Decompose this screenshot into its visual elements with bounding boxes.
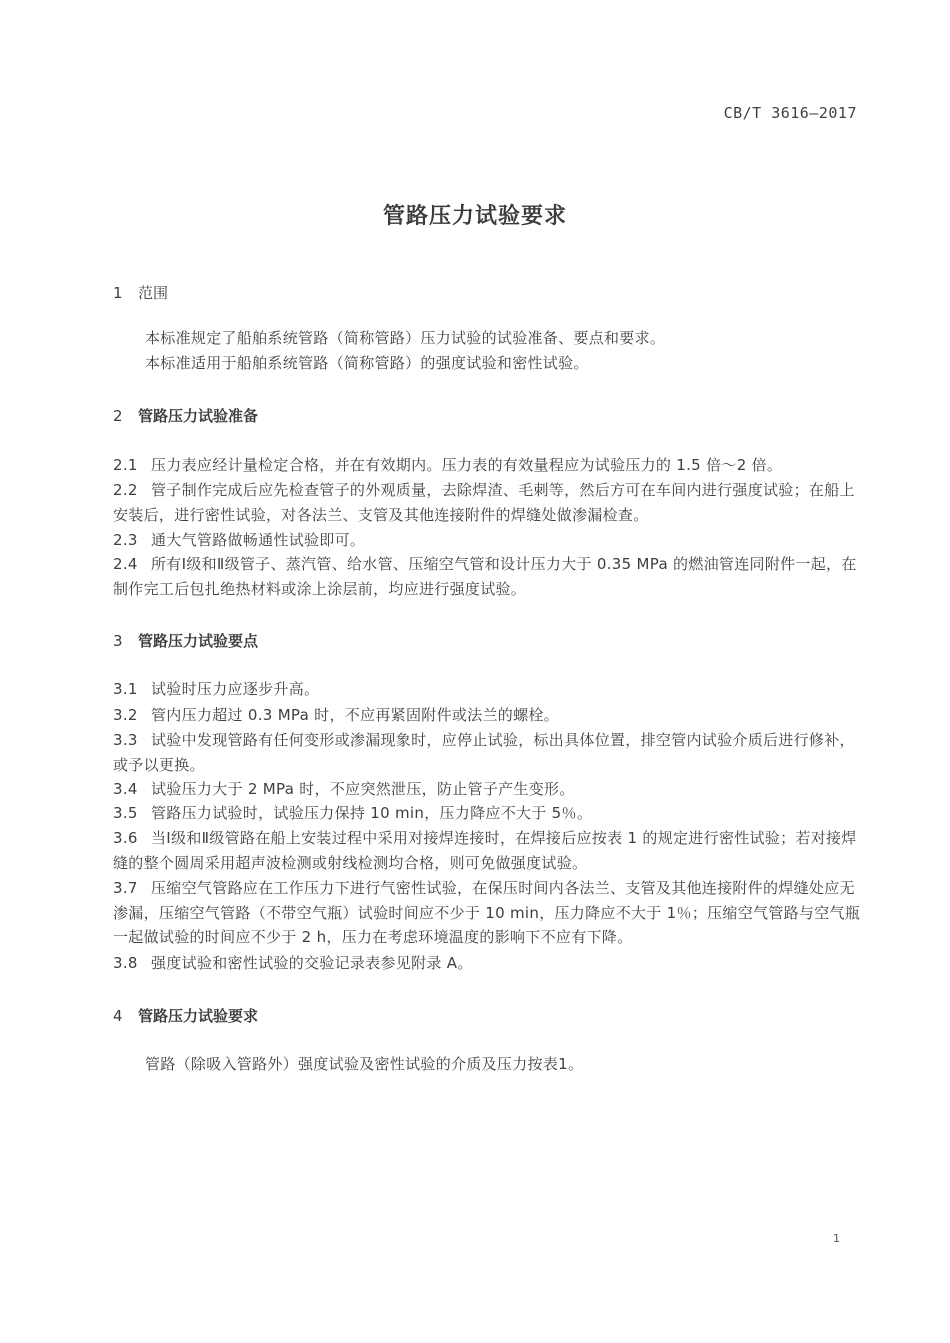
standard-code: CB/T 3616—2017 <box>723 104 857 122</box>
clause-text: 管路压力试验时，试验压力保持 10 min，压力降应不大于 5％。 <box>151 804 593 822</box>
paragraph: 管路（除吸入管路外）强度试验及密性试验的介质及压力按表1。 <box>145 1055 584 1073</box>
clause-3-1 <box>113 677 863 702</box>
document-title: 管路压力试验要求 <box>382 204 567 229</box>
clause-text: 压力表应经计量检定合格，并在有效期内。压力表的有效量程应为试验压力的 1.5 倍～2 倍。 <box>151 456 783 474</box>
clause-3-6 <box>113 826 863 875</box>
page-number: 1 <box>833 1232 840 1245</box>
section-1-heading <box>113 282 168 303</box>
clause-number: 3.2 <box>113 706 138 724</box>
clause-2-3 <box>113 528 863 553</box>
section-title: 管路压力试验要求 <box>138 1007 259 1025</box>
paragraph: 本标准规定了船舶系统管路（简称管路）压力试验的试验准备、要点和要求。 <box>145 329 666 347</box>
clause-number: 3.6 <box>113 829 138 847</box>
section-title: 管路压力试验要点 <box>138 632 259 650</box>
clause-3-5 <box>113 801 863 826</box>
clause-text: 管子制作完成后应先检查管子的外观质量，去除焊渣、毛刺等，然后方可在车间内进行强度试验；在船上安装后，进行密性试验，对各法兰、支管及其他连接附件的焊缝处做渗漏检查。 <box>113 481 855 524</box>
clause-text: 管内压力超过 0.3 MPa 时，不应再紧固附件或法兰的螺栓。 <box>151 706 559 724</box>
clause-number: 2.4 <box>113 555 138 573</box>
clause-text: 试验压力大于 2 MPa 时，不应突然泄压，防止管子产生变形。 <box>151 780 575 798</box>
clause-2-2 <box>113 478 863 527</box>
clause-text: 试验中发现管路有任何变形或渗漏现象时，应停止试验，标出具体位置，排空管内试验介质后进行修补，或予以更换。 <box>113 731 855 774</box>
section-number: 1 <box>113 284 123 302</box>
clause-text: 试验时压力应逐步升高。 <box>151 680 320 698</box>
clause-number: 3.8 <box>113 954 138 972</box>
clause-text: 压缩空气管路应在工作压力下进行气密性试验，在保压时间内各法兰、支管及其他连接附件的焊缝处应无渗漏，压缩空气管路（不带空气瓶）试验时间应不少于 10 min，压力降应不大于 1％；压缩空气管路与空气瓶一起做试验的时间应不少于 2 h，压力在考虑环境温度的影响下不应有下降。 <box>113 879 861 946</box>
section-3-heading <box>113 630 258 651</box>
clause-3-8 <box>113 951 863 976</box>
clause-number: 3.1 <box>113 680 138 698</box>
clause-3-3 <box>113 728 863 777</box>
clause-number: 3.5 <box>113 804 138 822</box>
clause-text: 强度试验和密性试验的交验记录表参见附录 A。 <box>151 954 473 972</box>
section-4-heading <box>113 1005 258 1026</box>
section-number: 3 <box>113 632 123 650</box>
clause-3-2 <box>113 703 863 728</box>
section-title: 管路压力试验准备 <box>138 407 259 425</box>
clause-number: 3.4 <box>113 780 138 798</box>
clause-number: 2.2 <box>113 481 138 499</box>
clause-number: 2.3 <box>113 531 138 549</box>
clause-number: 3.7 <box>113 879 138 897</box>
paragraph: 本标准适用于船舶系统管路（简称管路）的强度试验和密性试验。 <box>145 354 589 372</box>
clause-2-4 <box>113 552 863 601</box>
clause-3-7 <box>113 876 863 950</box>
clause-number: 2.1 <box>113 456 138 474</box>
clause-text: 通大气管路做畅通性试验即可。 <box>151 531 366 549</box>
clause-2-1 <box>113 453 863 478</box>
section-number: 2 <box>113 407 123 425</box>
section-title: 范围 <box>138 284 169 302</box>
clause-3-4 <box>113 777 863 802</box>
section-number: 4 <box>113 1007 123 1025</box>
clause-number: 3.3 <box>113 731 138 749</box>
clause-text: 当Ⅰ级和Ⅱ级管路在船上安装过程中采用对接焊连接时，在焊接后应按表 1 的规定进行密性试验；若对接焊缝的整个圆周采用超声波检测或射线检测均合格，则可免做强度试验。 <box>113 829 857 872</box>
section-2-heading <box>113 405 258 426</box>
clause-text: 所有Ⅰ级和Ⅱ级管子、蒸汽管、给水管、压缩空气管和设计压力大于 0.35 MPa 的燃油管连同附件一起，在制作完工后包扎绝热材料或涂上涂层前，均应进行强度试验。 <box>113 555 857 598</box>
